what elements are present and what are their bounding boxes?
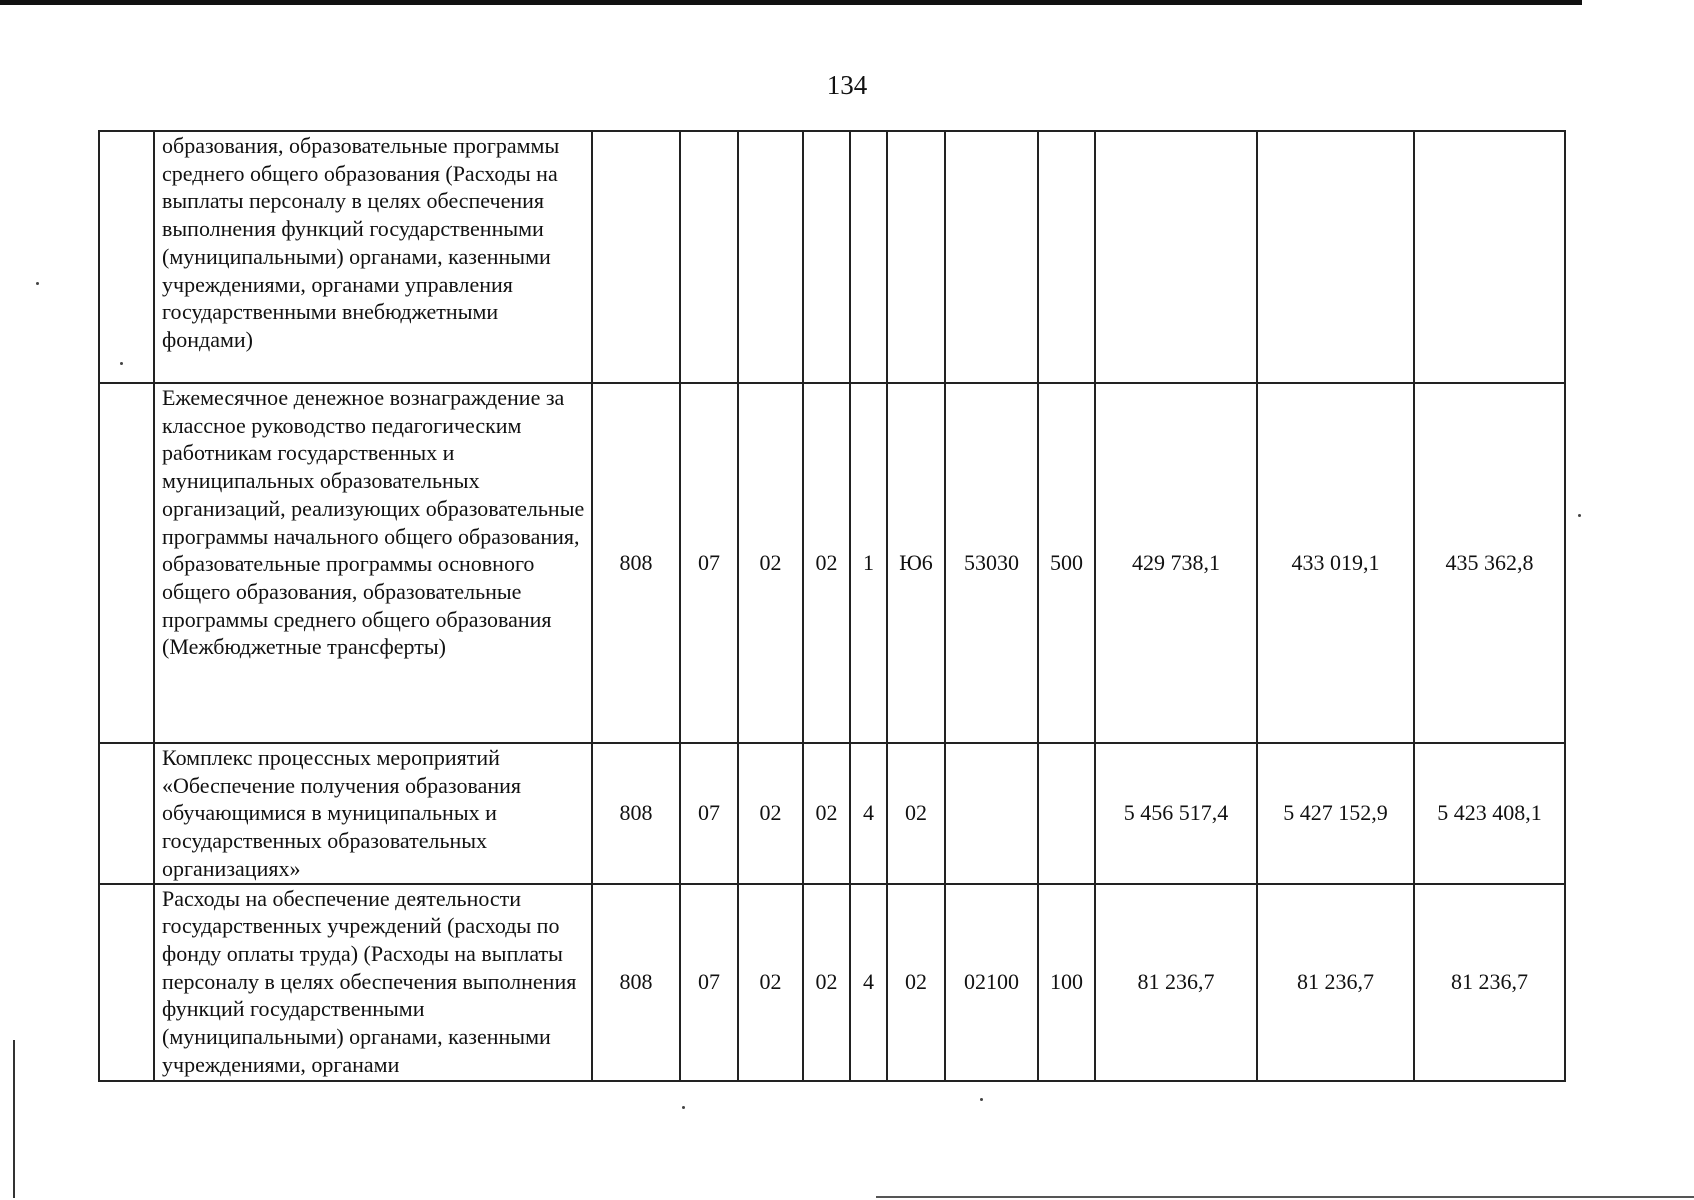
- subsection-code-cell: 02: [738, 743, 803, 884]
- table-row: [99, 884, 1565, 1081]
- section-code-cell: 07: [680, 884, 738, 1081]
- section-code-cell: [680, 131, 738, 383]
- amount-year-1-cell: 5 456 517,4: [1095, 743, 1257, 884]
- amount-year-1-cell: [1095, 131, 1257, 383]
- description-cell: образования, образовательные программы среднего общего образования (Расходы на выплаты персоналу в целях обеспечения выполнения функций государственными (муниципальными) органами, казенными учреждениями, органами управления государственными внебюджетными фондами): [154, 131, 592, 383]
- amount-year-3-cell: 435 362,8: [1414, 383, 1565, 743]
- direction-code-cell: 53030: [945, 383, 1038, 743]
- expense-type-cell: 100: [1038, 884, 1095, 1081]
- subprogram-code-cell: 1: [850, 383, 887, 743]
- subprogram-code-cell: 4: [850, 743, 887, 884]
- section-code-cell: 07: [680, 743, 738, 884]
- amount-year-2-cell: 5 427 152,9: [1257, 743, 1414, 884]
- scan-speck: [1578, 514, 1581, 517]
- event-code-cell: 02: [887, 884, 945, 1081]
- amount-year-3-cell: [1414, 131, 1565, 383]
- scan-edge-bottom: [876, 1196, 1694, 1198]
- ministry-code-cell: [592, 131, 680, 383]
- expense-type-cell: [1038, 743, 1095, 884]
- program-code-cell: 02: [803, 383, 850, 743]
- amount-year-2-cell: [1257, 131, 1414, 383]
- table-row: [99, 383, 1565, 743]
- scan-edge-top: [0, 0, 1582, 5]
- budget-table: [98, 130, 1566, 1082]
- expense-type-cell: 500: [1038, 383, 1095, 743]
- program-code-cell: [803, 131, 850, 383]
- description-cell: Расходы на обеспечение деятельности государственных учреждений (расходы по фонду оплаты труда) (Расходы на выплаты персоналу в целях обеспечения выполнения функций государственными (муниципальными) органами, казенными учреждениями, органами: [154, 884, 592, 1081]
- row-number-cell: [99, 743, 154, 884]
- ministry-code-cell: 808: [592, 743, 680, 884]
- description-cell: Ежемесячное денежное вознаграждение за классное руководство педагогическим работникам государственных и муниципальных образовательных организаций, реализующих образовательные программы начального общего образования, образовательные программы основного общего образования, образовательные программы среднего общего образования (Межбюджетные трансферты): [154, 383, 592, 743]
- table-row: [99, 131, 1565, 383]
- amount-year-1-cell: 81 236,7: [1095, 884, 1257, 1081]
- direction-code-cell: [945, 743, 1038, 884]
- description-cell: Комплекс процессных мероприятий «Обеспечение получения образования обучающимися в муниципальных и государственных образовательных организациях»: [154, 743, 592, 884]
- direction-code-cell: [945, 131, 1038, 383]
- scan-speck: [120, 362, 123, 365]
- section-code-cell: 07: [680, 383, 738, 743]
- page-number: 134: [826, 70, 868, 100]
- event-code-cell: 02: [887, 743, 945, 884]
- row-number-cell: [99, 131, 154, 383]
- event-code-cell: Ю6: [887, 383, 945, 743]
- amount-year-3-cell: 81 236,7: [1414, 884, 1565, 1081]
- row-number-cell: [99, 884, 154, 1081]
- amount-year-3-cell: 5 423 408,1: [1414, 743, 1565, 884]
- direction-code-cell: 02100: [945, 884, 1038, 1081]
- amount-year-2-cell: 81 236,7: [1257, 884, 1414, 1081]
- scan-speck: [980, 1098, 983, 1101]
- subsection-code-cell: 02: [738, 884, 803, 1081]
- subprogram-code-cell: [850, 131, 887, 383]
- expense-type-cell: [1038, 131, 1095, 383]
- amount-year-2-cell: 433 019,1: [1257, 383, 1414, 743]
- program-code-cell: 02: [803, 743, 850, 884]
- scan-speck: [682, 1106, 685, 1109]
- ministry-code-cell: 808: [592, 383, 680, 743]
- scan-edge-left: [13, 1040, 15, 1198]
- ministry-code-cell: 808: [592, 884, 680, 1081]
- row-number-cell: [99, 383, 154, 743]
- program-code-cell: 02: [803, 884, 850, 1081]
- subprogram-code-cell: 4: [850, 884, 887, 1081]
- subsection-code-cell: 02: [738, 383, 803, 743]
- event-code-cell: [887, 131, 945, 383]
- amount-year-1-cell: 429 738,1: [1095, 383, 1257, 743]
- subsection-code-cell: [738, 131, 803, 383]
- table-row: [99, 743, 1565, 884]
- scan-speck: [36, 282, 39, 285]
